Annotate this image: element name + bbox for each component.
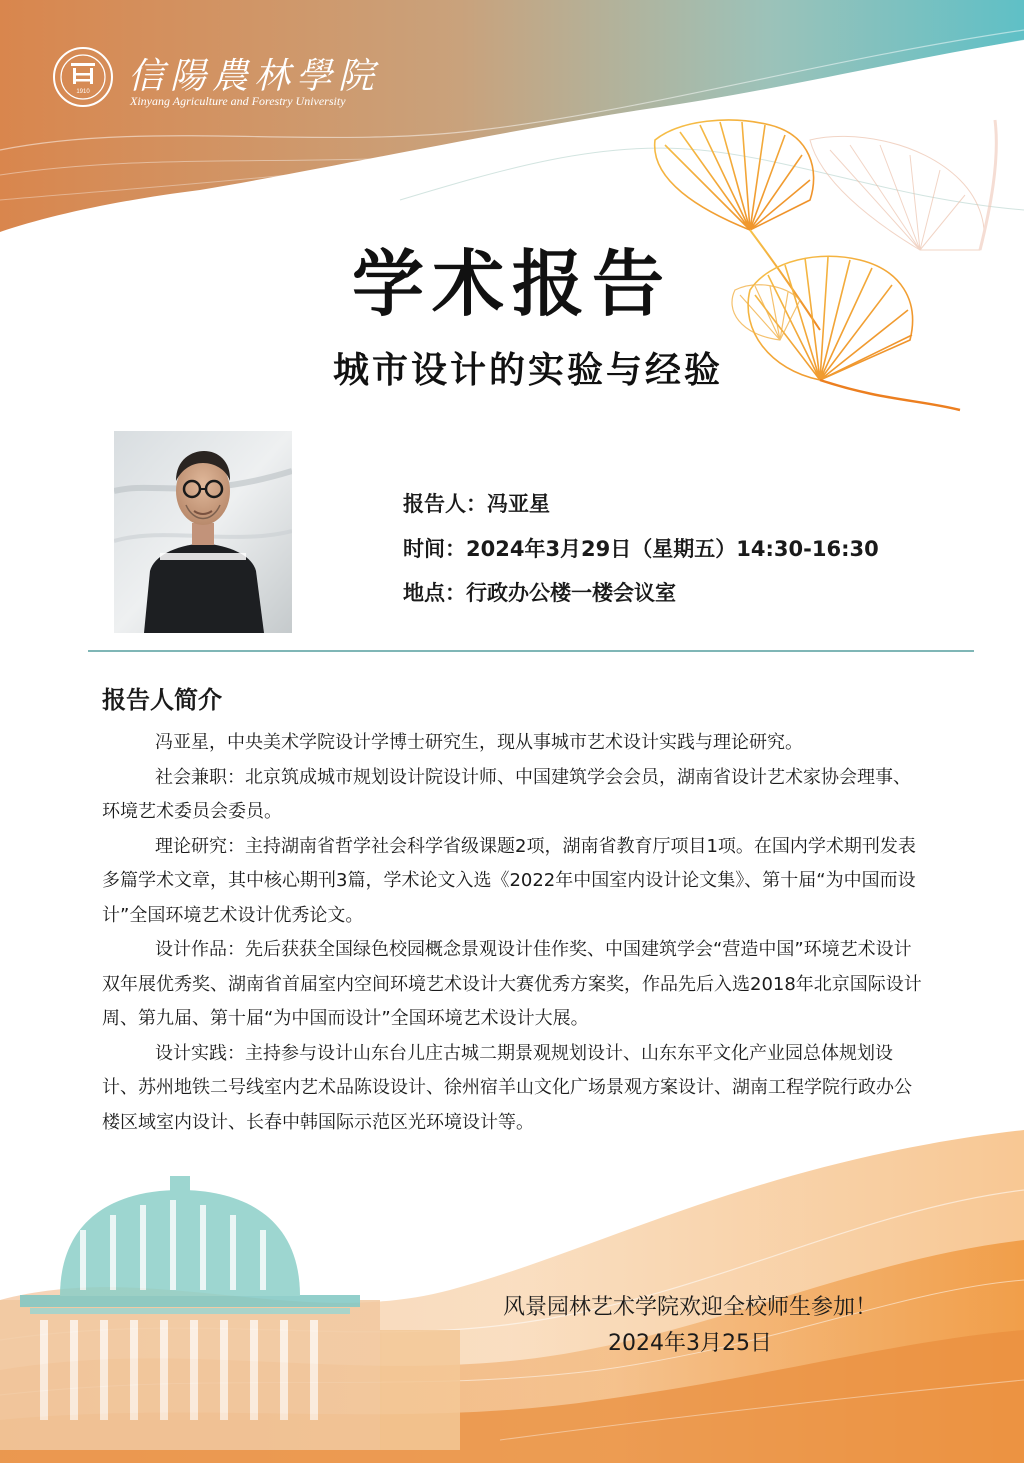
poster-title: 学术报告 (351, 242, 672, 326)
speaker-photo (114, 431, 292, 633)
section-divider (88, 650, 974, 652)
university-name-en: Xinyang Agriculture and Forestry University (130, 94, 346, 108)
bio-heading: 报告人简介 (102, 686, 222, 714)
shirt-text (160, 553, 246, 560)
university-logo (52, 44, 381, 114)
place-info: 地点：行政办公楼一楼会议室 (403, 581, 676, 605)
bio-paragraph: 冯亚星，中央美术学院设计学博士研究生，现从事城市艺术设计实践与理论研究。 (155, 732, 803, 753)
issue-date: 2024年3月25日 (608, 1331, 772, 1356)
poster-subtitle: 城市设计的实验与经验 (332, 350, 723, 391)
bio-paragraph: 理论研究：主持湖南省哲学社会科学省级课题2项，湖南省教育厅项目1项。在国内学术期刊发表多篇学术文章，其中核心期刊3篇，学术论文入选《2022年中国室内设计论文集》、第十届“为中国而设计”全国环境艺术设计优秀论文。 (102, 835, 916, 926)
university-seal-icon (52, 46, 114, 108)
university-name-cn: 信陽農林學院 (128, 56, 381, 97)
welcome-message: 风景园林艺术学院欢迎全校师生参加！ (502, 1295, 877, 1320)
time-info: 时间：2024年3月29日（星期五）14:30-16:30 (403, 537, 879, 561)
bio-paragraph: 社会兼职：北京筑成城市规划设计院设计师、中国建筑学会会员，湖南省设计艺术家协会理事、环境艺术委员会委员。 (102, 766, 911, 822)
bio-paragraph: 设计实践：主持参与设计山东台儿庄古城二期景观规划设计、山东东平文化产业园总体规划设计、苏州地铁二号线室内艺术品陈设设计、徐州宿羊山文化广场景观方案设计、湖南工程学院行政办公楼区域室内设计、长春中韩国际示范区光环境设计等。 (102, 1042, 912, 1133)
bio-text (102, 726, 922, 1140)
bio-paragraph: 设计作品：先后获获全国绿色校园概念景观设计佳作奖、中国建筑学会“营造中国”环境艺术设计双年展优秀奖、湖南省首届室内空间环境艺术设计大赛优秀方案奖，作品先后入选2018年北京国际设计周、第九届、第十届“为中国而设计”全国环境艺术设计大展。 (102, 939, 922, 1029)
svg-text:1910: 1910 (76, 89, 90, 95)
speaker-info: 报告人：冯亚星 (403, 492, 550, 516)
